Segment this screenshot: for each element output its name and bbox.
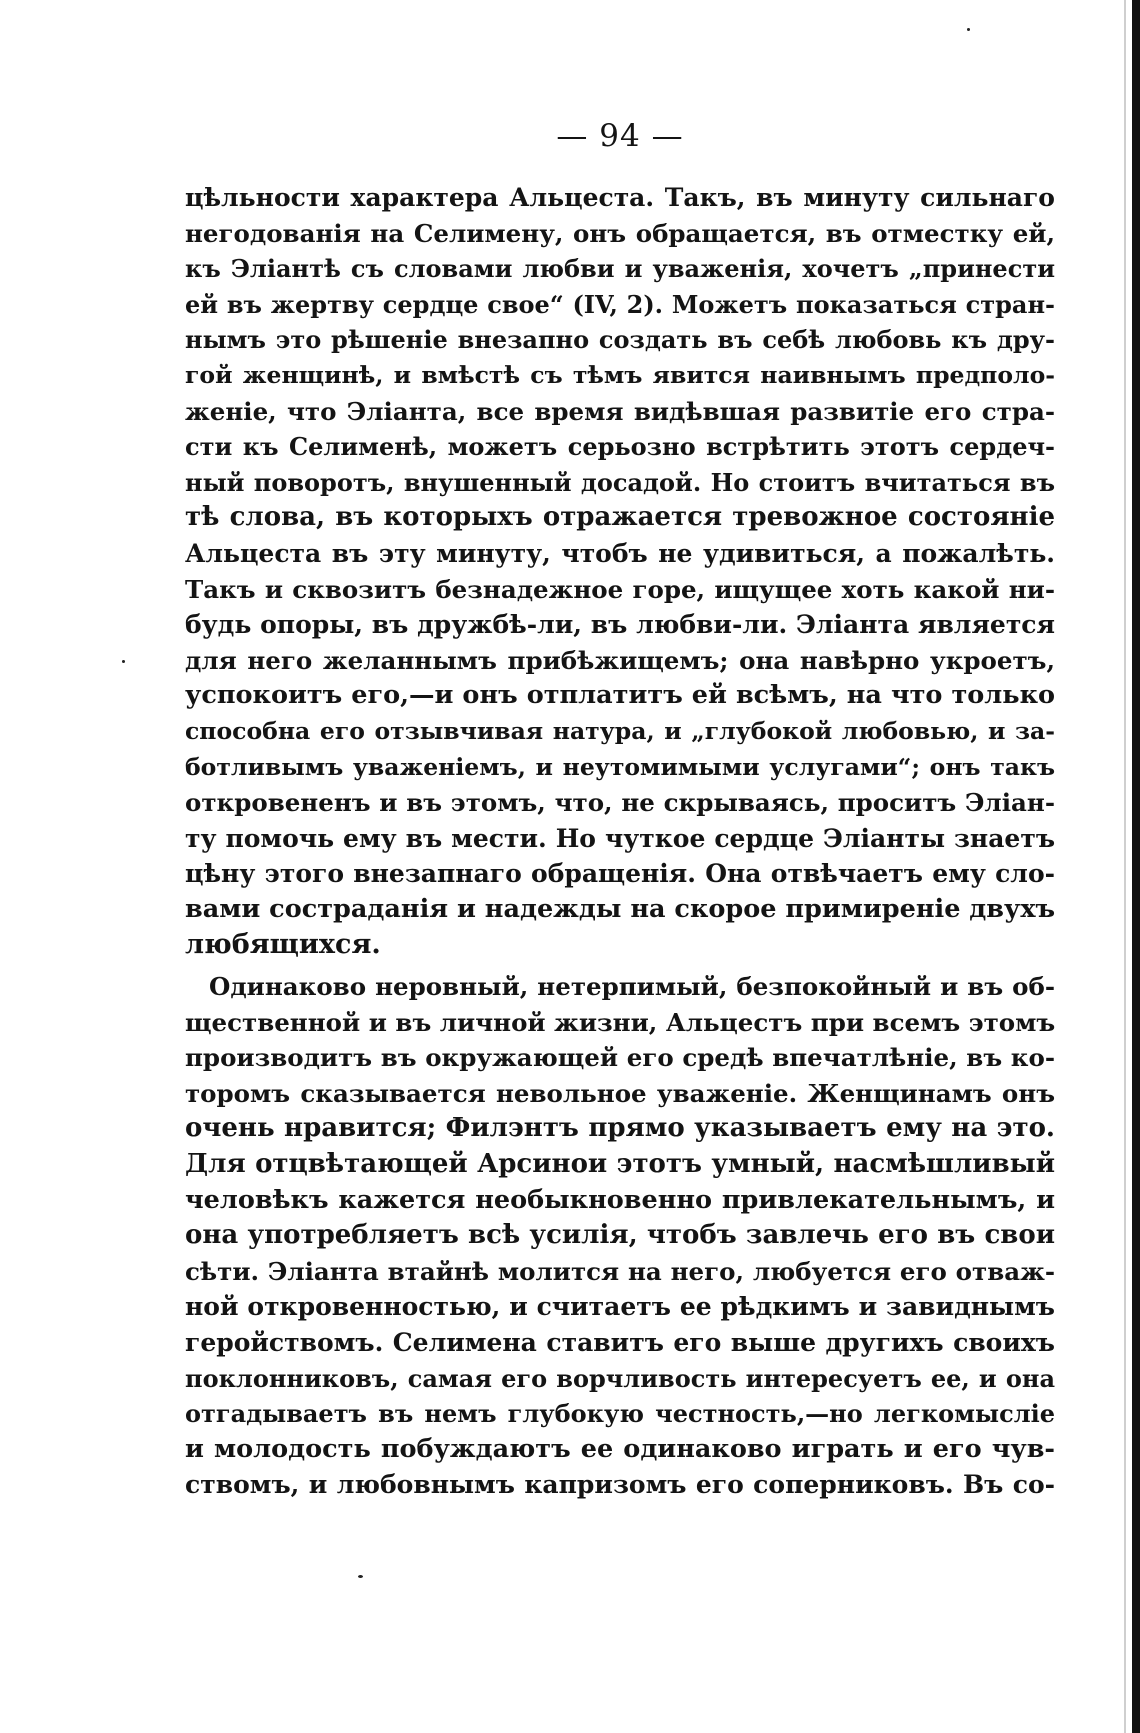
text-line: цѣну этого внезапнаго обращенія. Она отвѣчаетъ ему сло- [185, 859, 1055, 889]
text-line: нымъ это рѣшеніе внезапно создать въ себѣ любовь къ дру- [185, 325, 1055, 355]
scan-speck [967, 28, 970, 31]
scan-speck [358, 1575, 363, 1578]
text-line: будь опоры, въ дружбѣ-ли, въ любви-ли. Эліанта является [185, 610, 1055, 640]
page-number: — 94 — [556, 118, 684, 154]
text-line: ту помочь ему въ мести. Но чуткое сердце Эліанты знаетъ [185, 823, 1055, 853]
text-line: производитъ въ окружающей его средѣ впечатлѣніе, въ ко- [185, 1043, 1055, 1073]
text-line: очень нравится; Филэнтъ прямо указываетъ ему на это. [185, 1113, 1055, 1144]
text-line: способна его отзывчивая натура, и „глубокой любовью, и за- [185, 716, 1055, 745]
text-line: поклонниковъ, самая его ворчливость интересуетъ ее, и она [185, 1363, 1055, 1393]
text-line: откровененъ и въ этомъ, что, не скрываясь, проситъ Эліан- [185, 788, 1055, 818]
text-line: и молодость побуждаютъ ее одинаково играть и его чув- [185, 1433, 1055, 1464]
text-line: ной откровенностью, и считаетъ ее рѣдкимъ и завиднымъ [185, 1292, 1055, 1322]
text-line: тѣ слова, въ которыхъ отражается тревожное состояніе [185, 502, 1055, 533]
text-line: она употребляетъ всѣ усилія, чтобъ завлечь его въ свои [185, 1220, 1055, 1251]
text-line: гой женщинѣ, и вмѣстѣ съ тѣмъ явится наивнымъ предполо- [185, 360, 1055, 389]
text-line: геройствомъ. Селимена ставитъ его выше другихъ своихъ [185, 1328, 1055, 1357]
text-line: отгадываетъ въ немъ глубокую честность,—но легкомысліе [185, 1399, 1055, 1429]
text-line: ный поворотъ, внушенный досадой. Но стоитъ вчитаться въ [185, 467, 1055, 497]
page-edge-line [1124, 0, 1126, 1733]
text-line: торомъ сказывается невольное уваженіе. Женщинамъ онъ [185, 1078, 1055, 1108]
text-line: любящихся. [185, 929, 381, 961]
text-line: вами состраданія и надежды на скорое примиреніе двухъ [185, 893, 1055, 924]
text-line: Такъ и сквозитъ безнадежное горе, ищущее хоть какой ни- [185, 574, 1055, 604]
paragraph-2 [185, 969, 1055, 1503]
text-line: Альцеста въ эту минуту, чтобъ не удивиться, а пожалѣть. [185, 538, 1055, 568]
text-line: ботливымъ уваженіемъ, и неутомимыми услугами“; онъ такъ [185, 752, 1055, 781]
text-line: женіе, что Эліанта, все время видѣвшая развитіе его стра- [185, 396, 1055, 426]
text-line: негодованія на Селимену, онъ обращается, въ отместку ей, [185, 218, 1055, 248]
text-line: ствомъ, и любовнымъ капризомъ его соперниковъ. Въ со- [185, 1470, 1055, 1500]
text-line: къ Эліантѣ съ словами любви и уваженія, хочетъ „принести [185, 254, 1055, 284]
paragraph-1 [185, 180, 1055, 963]
text-line: Одинаково неровный, нетерпимый, безпокойный и въ об- [209, 972, 1055, 1002]
scan-speck [122, 660, 125, 663]
text-line: сти къ Селименѣ, можетъ серьозно встрѣтить этотъ сердеч- [185, 432, 1055, 462]
text-line: Для отцвѣтающей Арсинои этотъ умный, насмѣшливый [185, 1149, 1055, 1180]
text-line: сѣти. Эліанта втайнѣ молится на него, любуется его отваж- [185, 1256, 1055, 1286]
text-line: для него желаннымъ прибѣжищемъ; она навѣрно укроетъ, [185, 645, 1055, 675]
page-edge-shadow [1132, 0, 1140, 1733]
text-line: успокоитъ его,—и онъ отплатитъ ей всѣмъ, на что только [185, 680, 1055, 711]
body-text [185, 180, 1055, 1503]
text-line: ей въ жертву сердце свое“ (IV, 2). Можетъ показаться стран- [185, 289, 1055, 319]
text-line: цѣльности характера Альцеста. Такъ, въ минуту сильнаго [185, 183, 1055, 212]
text-line: человѣкъ кажется необыкновенно привлекательнымъ, и [185, 1184, 1055, 1215]
text-line: щественной и въ личной жизни, Альцестъ при всемъ этомъ [185, 1007, 1055, 1037]
